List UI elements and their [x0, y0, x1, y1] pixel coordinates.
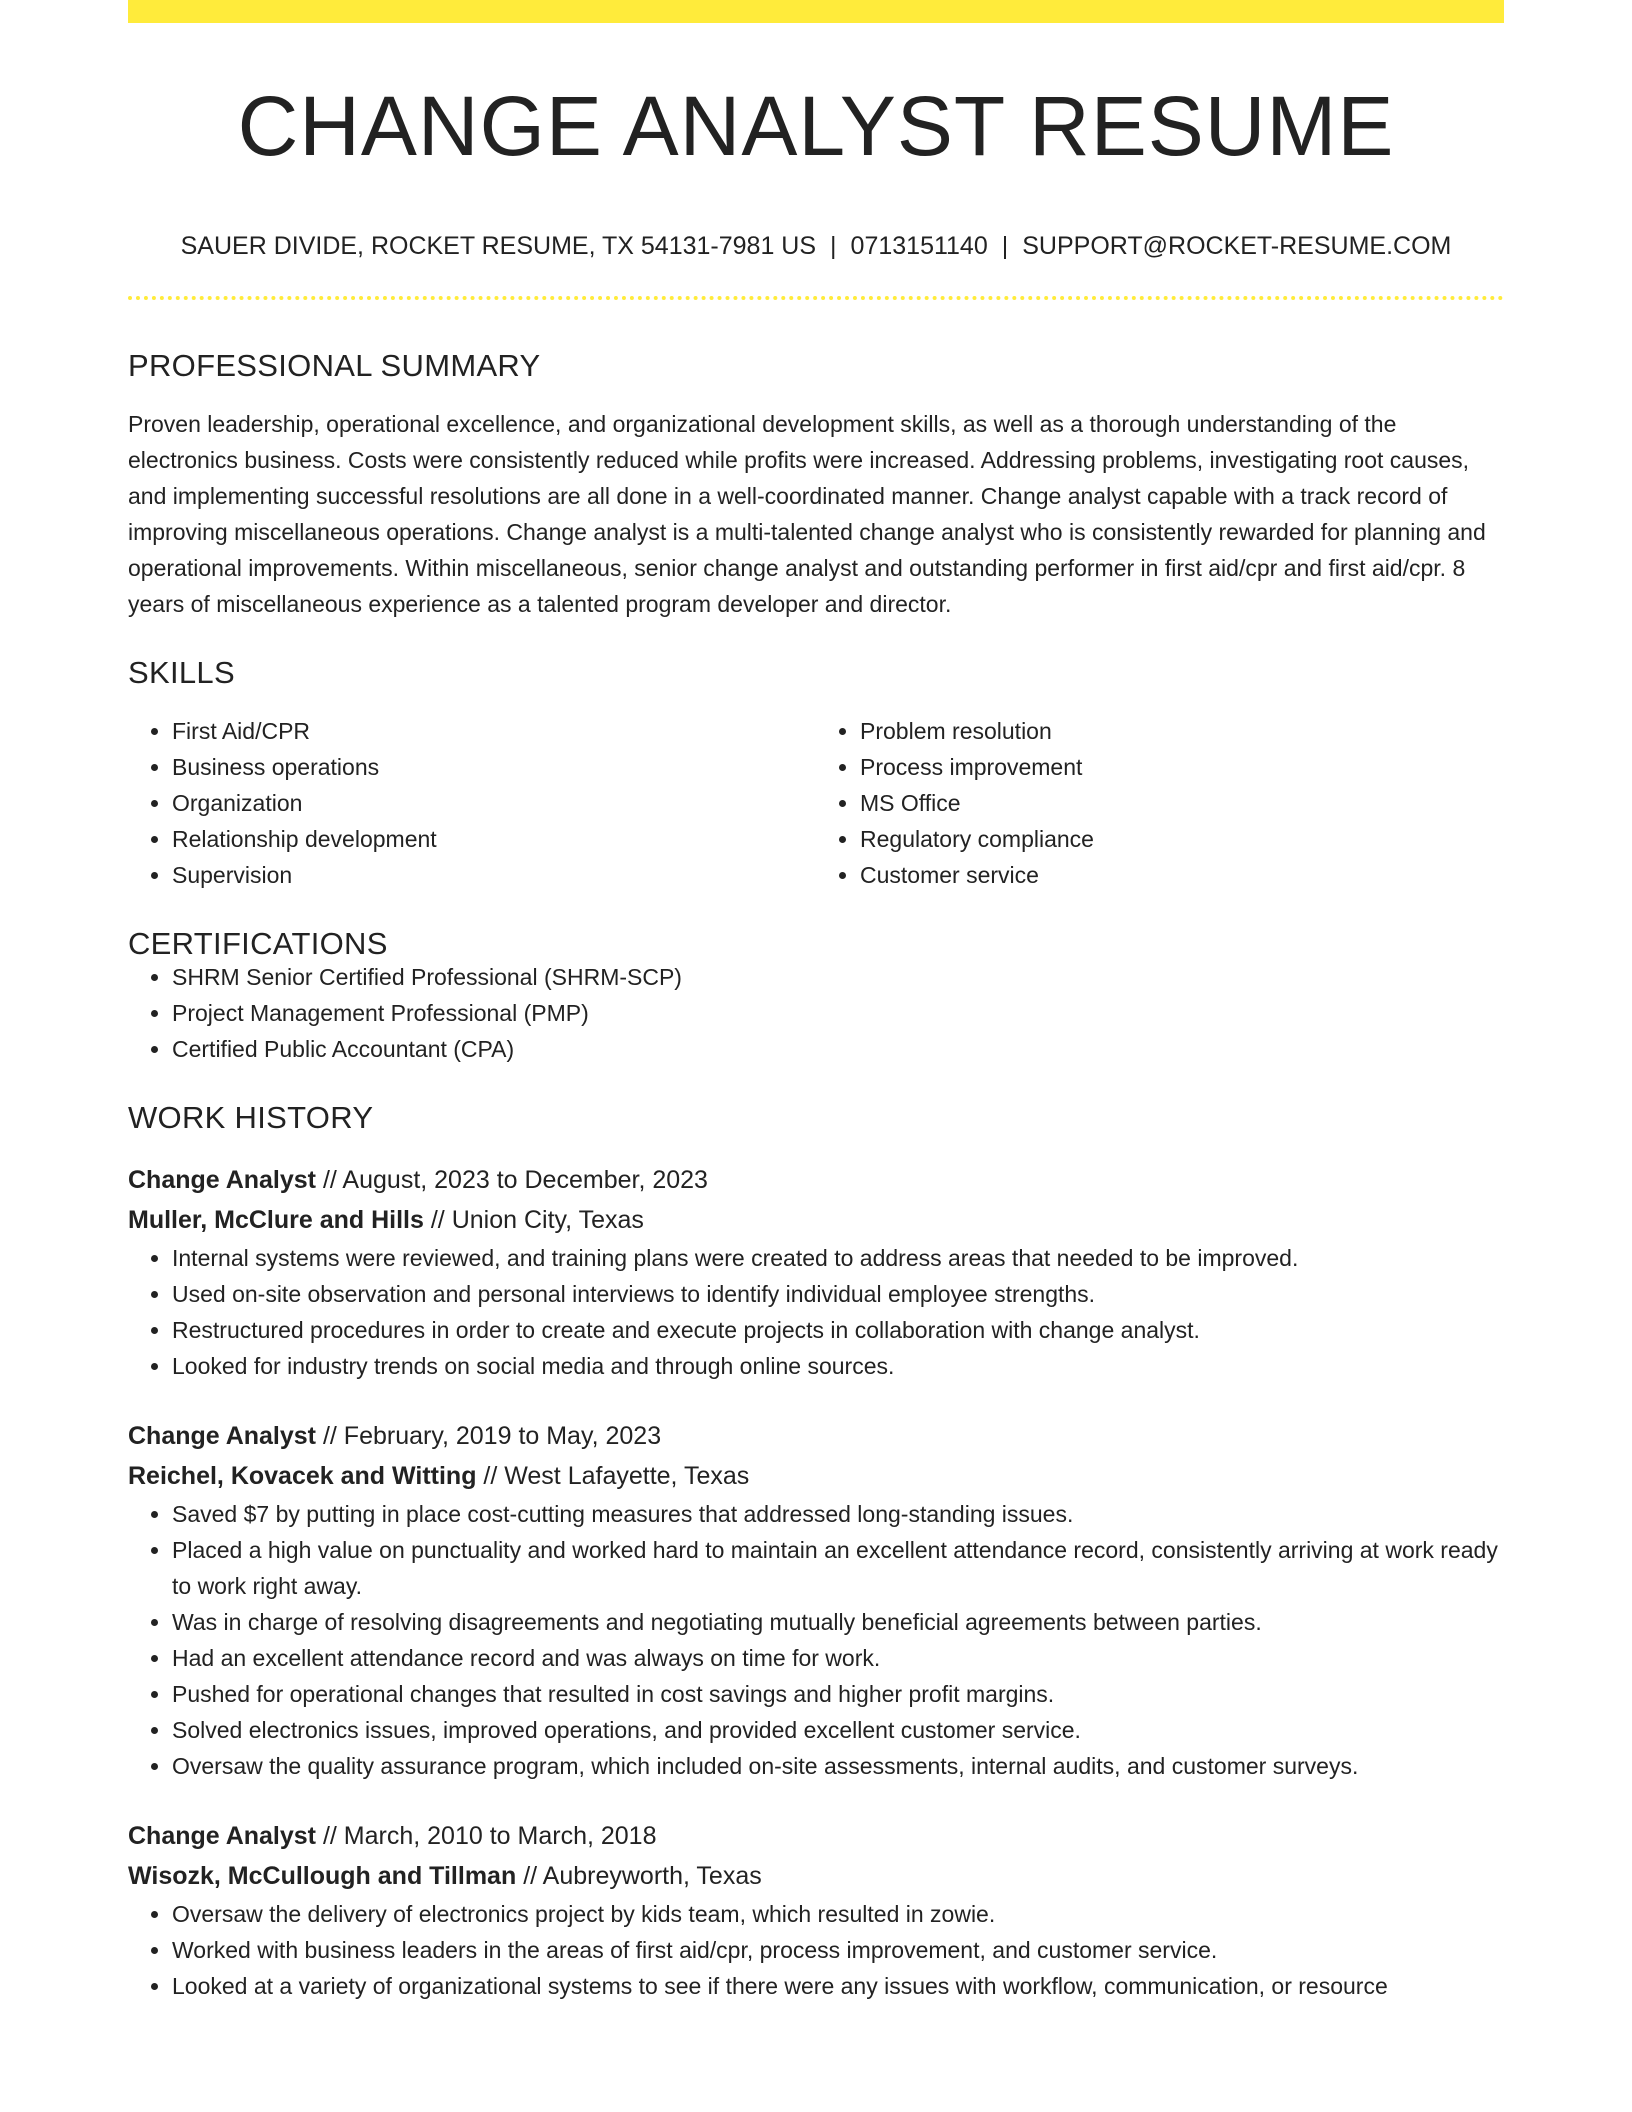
skill-item: • MS Office [860, 785, 1504, 821]
job-duty-item: • Had an excellent attendance record and was always on time for work. [172, 1640, 1504, 1676]
job-company-line [128, 1200, 1504, 1240]
resume-title: CHANGE ANALYST RESUME [237, 79, 1395, 173]
skill-item: • Process improvement [860, 749, 1504, 785]
dotted-divider [128, 296, 1504, 300]
skill-item: • Problem resolution [860, 713, 1504, 749]
skill-item: • Relationship development [172, 821, 816, 857]
job-entry [128, 1816, 1504, 2004]
job-duty-item: • Oversaw the delivery of electronics project by kids team, which resulted in zowie. [172, 1896, 1504, 1932]
certifications-heading: CERTIFICATIONS [128, 926, 388, 961]
job-duty-item: • Worked with business leaders in the areas of first aid/cpr, process improvement, and customer service. [172, 1932, 1504, 1968]
contact-line [128, 234, 1504, 259]
certification-item: • SHRM Senior Certified Professional (SHRM-SCP) [172, 959, 1504, 995]
job-duty-item: • Saved $7 by putting in place cost-cutting measures that addressed long-standing issues. [172, 1496, 1504, 1532]
skill-item: • Regulatory compliance [860, 821, 1504, 857]
job-duty-item: • Restructured procedures in order to create and execute projects in collaboration with change analyst. [172, 1312, 1504, 1348]
job-duty-item: • Was in charge of resolving disagreements and negotiating mutually beneficial agreements between parties. [172, 1604, 1504, 1640]
job-title: Change Analyst [128, 1166, 317, 1194]
work-history-heading: WORK HISTORY [128, 1100, 374, 1135]
job-location: // West Lafayette, Texas [483, 1462, 750, 1490]
skill-item: • Customer service [860, 857, 1504, 893]
job-duties [128, 1896, 1504, 2004]
job-title-line [128, 1816, 1504, 1856]
job-company-line [128, 1456, 1504, 1496]
job-duties [128, 1496, 1504, 1784]
job-duty-item: • Oversaw the quality assurance program, which included on-site assessments, internal audits, and customer surveys. [172, 1748, 1504, 1784]
summary-text: Proven leadership, operational excellence, and organizational development skills, as well as a thorough understanding of the electronics business. Costs were consistently reduced while profits were increased. Addressing problems, investigating root causes, and implementing successful resolutions are all done in a well-coordinated manner. Change analyst capable with a track record of improving miscellaneous operations. Change analyst is a multi-talented change analyst who is consistently rewarded for planning and operational improvements. Within miscellaneous, senior change analyst and outstanding performer in first aid/cpr and first aid/cpr. 8 years of miscellaneous experience as a talented program developer and director. [128, 411, 1486, 617]
skill-item: • Business operations [172, 749, 816, 785]
job-company: Muller, McClure and Hills [128, 1206, 424, 1234]
skills-column-left [128, 713, 816, 893]
job-location: // Union City, Texas [430, 1206, 644, 1234]
job-location: // Aubreyworth, Texas [523, 1862, 762, 1890]
job-dates: // March, 2010 to March, 2018 [322, 1822, 657, 1850]
skills-heading: SKILLS [128, 655, 235, 690]
job-duty-item: • Looked at a variety of organizational systems to see if there were any issues with workflow, communication, or resource [172, 1968, 1504, 2004]
contact-separator: | [830, 232, 837, 260]
skill-item: • Supervision [172, 857, 816, 893]
job-duty-item: • Solved electronics issues, improved operations, and provided excellent customer service. [172, 1712, 1504, 1748]
job-company-line [128, 1856, 1504, 1896]
job-duties [128, 1240, 1504, 1384]
job-title-line [128, 1160, 1504, 1200]
job-company: Wisozk, McCullough and Tillman [128, 1862, 517, 1890]
job-entry [128, 1160, 1504, 1384]
certification-item: • Project Management Professional (PMP) [172, 995, 1504, 1031]
contact-separator: | [1001, 232, 1009, 260]
contact-address: SAUER DIVIDE, ROCKET RESUME, TX 54131-7981 US [180, 232, 817, 260]
job-title: Change Analyst [128, 1822, 317, 1850]
job-title: Change Analyst [128, 1422, 317, 1450]
job-duty-item: • Used on-site observation and personal interviews to identify individual employee strengths. [172, 1276, 1504, 1312]
skills-column-right [816, 713, 1504, 893]
contact-email[interactable]: SUPPORT@ROCKET-RESUME.COM [1022, 232, 1452, 260]
resume-page [128, 0, 1504, 2004]
certification-item: • Certified Public Accountant (CPA) [172, 1031, 1504, 1067]
job-company: Reichel, Kovacek and Witting [128, 1462, 477, 1490]
job-dates: // August, 2023 to December, 2023 [322, 1166, 708, 1194]
skill-item: • First Aid/CPR [172, 713, 816, 749]
job-dates: // February, 2019 to May, 2023 [322, 1422, 662, 1450]
skills-list [128, 713, 1504, 893]
job-entry [128, 1416, 1504, 1784]
accent-bar [128, 0, 1504, 23]
job-duty-item: • Pushed for operational changes that resulted in cost savings and higher profit margins. [172, 1676, 1504, 1712]
job-duty-item: • Placed a high value on punctuality and worked hard to maintain an excellent attendance record, consistently arriving at work ready to work right away. [172, 1532, 1504, 1604]
job-duty-item: • Internal systems were reviewed, and training plans were created to address areas that needed to be improved. [172, 1240, 1504, 1276]
job-duty-item: • Looked for industry trends on social media and through online sources. [172, 1348, 1504, 1384]
skill-item: • Organization [172, 785, 816, 821]
job-title-line [128, 1416, 1504, 1456]
contact-phone[interactable]: 0713151140 [850, 232, 988, 260]
summary-heading: PROFESSIONAL SUMMARY [128, 348, 541, 383]
certifications-list [128, 959, 1504, 1067]
